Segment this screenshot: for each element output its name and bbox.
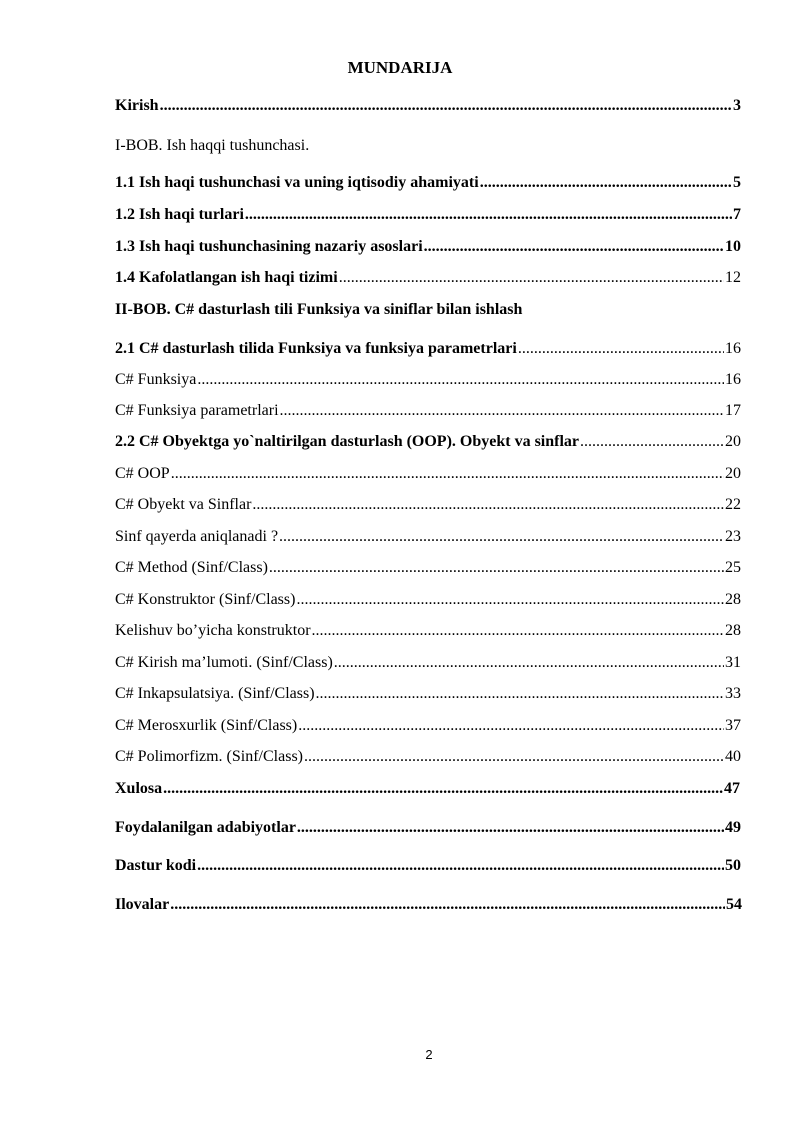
toc-entry-label: 1.1 Ish haqi tushunchasi va uning iqtisodiy ahamiyati <box>115 174 479 191</box>
toc-entry-label: 2.2 C# Obyektga yo`naltirilgan dasturlash (OOP). Obyekt va sinflar <box>115 433 580 450</box>
toc-entry[interactable] <box>115 495 741 515</box>
toc-entry[interactable] <box>115 237 741 257</box>
toc-entry-page: 40 <box>725 748 741 765</box>
toc-entry-label: Dastur kodi <box>115 857 197 874</box>
toc-entry-page: 22 <box>725 496 741 513</box>
toc-entry[interactable] <box>115 370 741 390</box>
toc-entry[interactable] <box>115 401 741 421</box>
toc-entry-label: C# Funksiya parametrlari <box>115 402 279 419</box>
toc-leader-dots <box>252 495 724 515</box>
toc-entry[interactable] <box>115 173 741 193</box>
toc-entry-page: 10 <box>725 238 741 255</box>
toc-entry[interactable] <box>115 621 741 641</box>
toc-entry-page: 16 <box>725 340 741 357</box>
toc-leader-dots <box>334 653 724 673</box>
toc-leader-dots <box>296 590 724 610</box>
toc-leader-dots <box>424 237 724 257</box>
toc-title: MUNDARIJA <box>347 58 453 77</box>
toc-entry-label: C# OOP <box>115 465 170 482</box>
toc-entry-label: Foydalanilgan adabiyotlar <box>115 819 296 836</box>
toc-entry-page: 49 <box>725 819 741 836</box>
toc-entry[interactable] <box>115 558 741 578</box>
toc-entry[interactable] <box>115 432 741 452</box>
toc-entry-page: 28 <box>725 591 741 608</box>
toc-entry[interactable] <box>115 339 741 359</box>
toc-entry[interactable] <box>115 527 741 547</box>
toc-entry-page: 37 <box>725 717 741 734</box>
toc-entry-label: 2.1 C# dasturlash tilida Funksiya va funksiya parametrlari <box>115 340 517 357</box>
toc-entry-page: 3 <box>733 97 741 114</box>
toc-entry-page: 33 <box>725 685 741 702</box>
toc-entry[interactable] <box>115 653 741 673</box>
toc-entry-label: C# Method (Sinf/Class) <box>115 559 268 576</box>
toc-leader-dots <box>518 339 724 359</box>
toc-entry[interactable] <box>115 818 741 838</box>
toc-entry[interactable] <box>115 895 742 915</box>
toc-entry-label: C# Merosxurlik (Sinf/Class) <box>115 717 298 734</box>
toc-entry-label: C# Inkapsulatsiya. (Sinf/Class) <box>115 685 315 702</box>
toc-leader-dots <box>197 370 724 390</box>
toc-entry-page: 23 <box>725 528 741 545</box>
toc-entry-page: 28 <box>725 622 741 639</box>
toc-leader-dots <box>316 684 724 704</box>
toc-entry-label: C# Obyekt va Sinflar <box>115 496 252 513</box>
toc-entry-page: 54 <box>726 896 742 913</box>
toc-leader-dots <box>197 856 724 876</box>
toc-entry-page: 5 <box>733 174 741 191</box>
toc-leader-dots <box>160 96 732 116</box>
toc-entry-label: C# Konstruktor (Sinf/Class) <box>115 591 296 608</box>
toc-entry-label: Ilovalar <box>115 896 170 913</box>
toc-leader-dots <box>245 205 732 225</box>
toc-leader-dots <box>171 464 724 484</box>
toc-leader-dots <box>480 173 732 193</box>
toc-entry[interactable] <box>115 747 741 767</box>
toc-entry-page: 25 <box>725 559 741 576</box>
toc-entry-page: 12 <box>725 269 741 286</box>
toc-entry-label: 1.2 Ish haqi turlari <box>115 206 244 223</box>
toc-entry-page: 50 <box>725 857 741 874</box>
toc-leader-dots <box>304 747 724 767</box>
toc-entry-label: C# Polimorfizm. (Sinf/Class) <box>115 748 303 765</box>
page-number: 2 <box>425 1047 433 1062</box>
toc-entry-label: C# Funksiya <box>115 371 197 388</box>
toc-entry-page: 31 <box>725 654 741 671</box>
toc-entry-label: Xulosa <box>115 780 163 797</box>
toc-entry-label: 1.4 Kafolatlangan ish haqi tizimi <box>115 269 338 286</box>
toc-entry-page: 7 <box>733 206 741 223</box>
toc-entry[interactable] <box>115 205 741 225</box>
toc-leader-dots <box>339 268 724 288</box>
toc-entry[interactable] <box>115 684 741 704</box>
toc-entry-label: 1.3 Ish haqi tushunchasining nazariy asoslari <box>115 238 423 255</box>
toc-entry-page: 20 <box>725 465 741 482</box>
toc-leader-dots <box>297 818 724 838</box>
toc-leader-dots <box>298 716 724 736</box>
toc-leader-dots <box>269 558 724 578</box>
toc-entry[interactable] <box>115 779 740 799</box>
toc-entry-page: 20 <box>725 433 741 450</box>
toc-entry[interactable] <box>115 268 741 288</box>
toc-leader-dots <box>279 527 724 547</box>
toc-leader-dots <box>163 779 723 799</box>
toc-entry-label: Kelishuv bo’yicha konstruktor <box>115 622 311 639</box>
toc-entry[interactable] <box>115 856 741 876</box>
toc-leader-dots <box>280 401 724 421</box>
toc-entry[interactable] <box>115 590 741 610</box>
toc-entry-label: C# Kirish ma’lumoti. (Sinf/Class) <box>115 654 333 671</box>
toc-entry[interactable] <box>115 716 741 736</box>
toc-entry[interactable] <box>115 464 741 484</box>
toc-heading: I-BOB. Ish haqqi tushunchasi. <box>115 137 310 154</box>
toc-entry-page: 47 <box>724 780 740 797</box>
toc-entry[interactable] <box>115 96 741 116</box>
toc-leader-dots <box>170 895 725 915</box>
toc-leader-dots <box>580 432 724 452</box>
toc-heading: II-BOB. C# dasturlash tili Funksiya va siniflar bilan ishlash <box>115 301 523 318</box>
toc-entry-page: 17 <box>725 402 741 419</box>
toc-entry-page: 16 <box>725 371 741 388</box>
toc-entry-label: Kirish <box>115 97 159 114</box>
toc-leader-dots <box>312 621 724 641</box>
toc-entry-label: Sinf qayerda aniqlanadi ? <box>115 528 279 545</box>
